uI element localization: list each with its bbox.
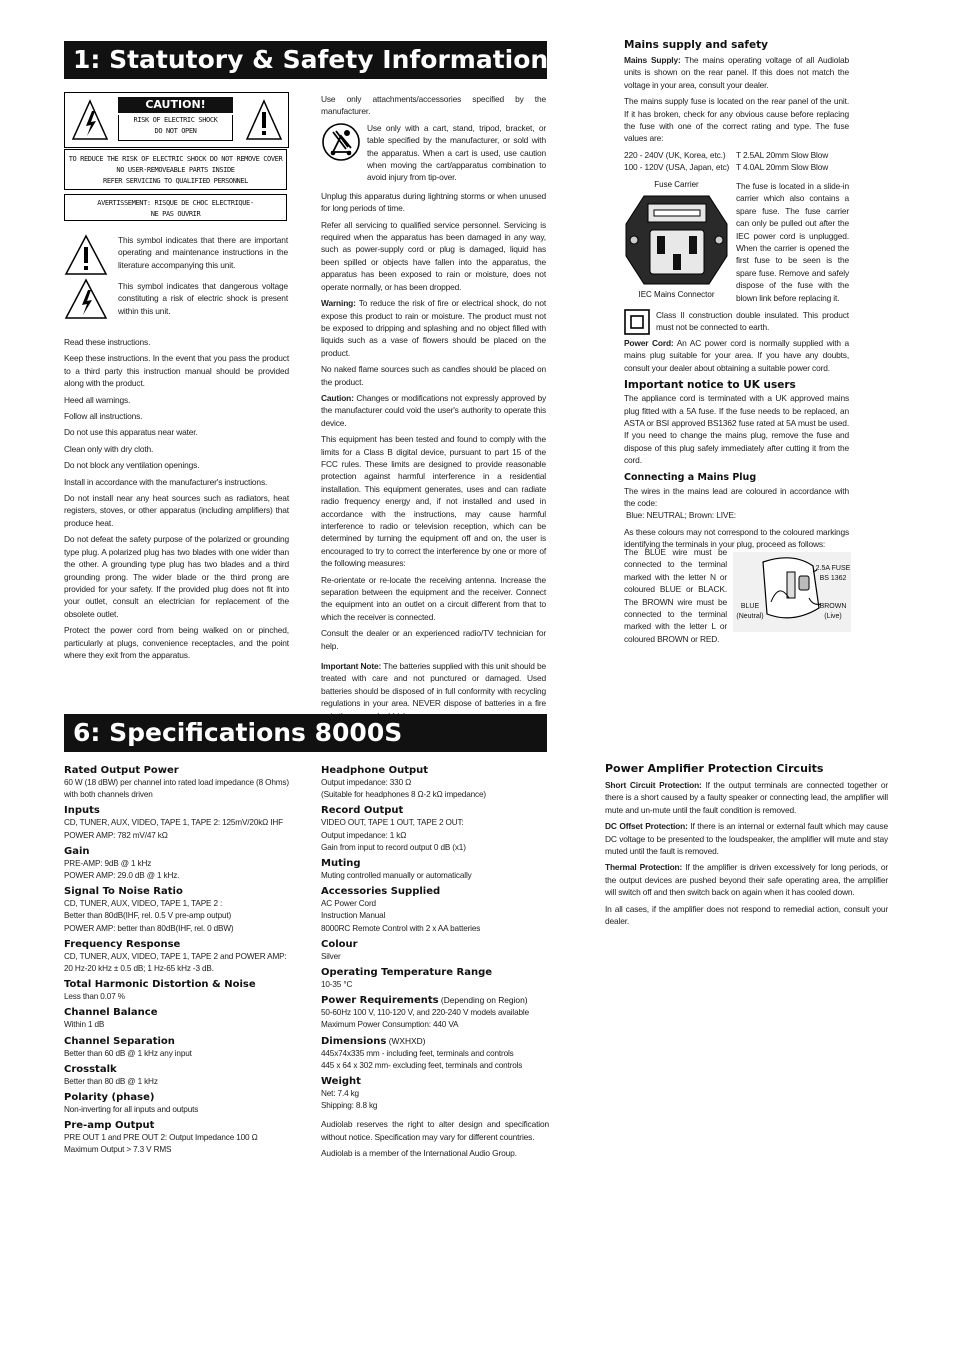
warning-line: REFER SERVICING TO QUALIFIED PERSONNEL [103,177,248,185]
instruction-item: Heed all warnings. [64,394,131,405]
spec-value: Instruction Manual [321,911,386,921]
instruction-item: Keep these instructions. In the event that you pass the product to a third party this instruction manual should be provided along with the product. [64,353,289,389]
warning-text: To reduce the risk of fire or electrical shock, do not expose this product to rain or moisture. The product must not be exposed to dripping and splashing and no object filled with liquids such as a vase of flowers should be placed on the product. [321,298,546,358]
instruction-item: Do not install near any heat sources such as radiators, heat registers, stoves, or other apparatus (including amplifiers) that produce heat. [64,493,289,528]
spec-membership: Audiolab is a member of the International Audio Group. [321,1148,517,1159]
spec-value: Better than 60 dB @ 1 kHz any input [64,1048,192,1058]
caution-label-box [64,92,289,148]
spec-value: Output impedance: 330 Ω [321,778,412,787]
warning-label: Warning: [321,298,356,309]
cart-text: Use only with a cart, stand, tripod, bracket, or table specified by the manufacturer, or sold with the apparatus. When a cart is used, use caution when moving the cart/apparatus combination to avoid injury from tip-over. [367,122,546,183]
instruction-item: Follow all instructions. [64,411,143,422]
warning-line: NO USER-REMOVEABLE PARTS INSIDE [116,166,235,174]
plug-title: Connecting a Mains Plug [624,471,757,483]
exclamation-triangle-icon [245,99,283,141]
plug-fuse-line: 2.5A FUSE [815,565,851,572]
spec-heading [321,1035,549,1048]
safety-middle-column [321,93,546,726]
spec-heading-text: Dimensions [321,1035,387,1047]
fuse-value: T 4.0AL 20mm Slow Blow [736,162,829,173]
spec-value: 20 Hz-20 kHz ± 0.5 dB; 1 Hz-65 kHz -3 dB. [64,964,214,974]
spec-value: (Suitable for headphones 8 Ω-2 kΩ impedance) [321,790,486,800]
plug-brown-line: (Live) [824,613,842,620]
spec-value: Better than 80dB(IHF, rel. 0.5 V pre-amp output) [64,911,232,921]
spec-value: VIDEO OUT, TAPE 1 OUT, TAPE 2 OUT: [321,818,464,828]
spec-value: Better than 80 dB @ 1 kHz [64,1076,158,1086]
power-cord-text: An AC power cord is normally supplied with a mains plug suitable for your area. If you have any doubts, consult your dealer about obtaining a suitable power cord. [624,338,850,373]
colours-text: As these colours may not correspond to the coloured markings identifying the terminals in your plug, proceed as follows: [624,526,849,550]
spec-heading-text: Power Requirements [321,995,439,1007]
blue-wire-description [624,546,727,649]
spec-heading: Gain [64,845,90,857]
spec-heading: Operating Temperature Range [321,967,493,979]
uk-text: The appliance cord is terminated with a UK approved mains plug fitted with a 5A fuse. If the fuse needs to be replaced, an ASTA or BSI approved BS1362 fuse rated at 5A must be used. If you need to change the mains plug, remove the fuse and dispose of this plug safely immediately after cutting it from the cord. [624,393,849,466]
protection-item [605,861,888,898]
caution-panel [64,92,289,223]
protection-item [605,779,888,816]
symbol-exclaim-text: This symbol indicates that there are important operating and maintenance instructions in the literature accompanying this unit. [118,235,288,270]
spec-value: CD, TUNER, AUX, VIDEO, TAPE 1, TAPE 2 : [64,899,223,909]
risk-line: RISK OF ELECTRIC SHOCK [133,116,218,124]
protection-label: DC Offset Protection: [605,821,688,832]
instruction-item: Clean only with dry cloth. [64,443,154,454]
plug-blue-line: (Neutral) [736,613,764,620]
spec-value: POWER AMP: 782 mV/47 kΩ [64,830,168,840]
protection-label: Short Circuit Protection: [605,780,702,790]
instruction-item: Install in accordance with the manufacturer's instructions. [64,476,268,487]
french-line: NE PAS OUVRIR [150,210,201,218]
protection-text: If the amplifier is driven excessively for long periods, or the output devices are pushed beyond their safe operating area, the amplifier will switch off and then switch back on again when it has cooled down. [605,862,888,898]
instructions-list [64,336,289,665]
warning-line: TO REDUCE THE RISK OF ELECTRIC SHOCK DO NOT REMOVE COVER [68,155,283,163]
specs-middle-column [321,761,549,1164]
mains-column-lower [624,309,849,555]
class2-text: Class II construction double insulated. This product must not be connected to earth. [656,310,849,333]
spec-value: PRE-AMP: 9dB @ 1 kHz [64,858,152,868]
uk-plug-diagram [733,552,851,632]
spec-heading-note: (WXHXD) [386,1035,426,1046]
spec-heading: Channel Balance [64,1007,158,1019]
important-note-paragraph [321,660,546,722]
instruction-item: Do not block any ventilation openings. [64,460,200,471]
spec-value: Net: 7.4 kg [321,1089,359,1099]
attachments-text: Use only attachments/accessories specified by the manufacturer. [321,94,546,117]
spec-value: AC Power Cord [321,899,376,909]
naked-flame-text: No naked flame sources such as candles should be placed on the product. [321,364,546,387]
fuse-carrier-label: Fuse Carrier [654,180,699,189]
protection-column [605,762,888,931]
spec-heading: Colour [321,938,358,950]
spec-value: 445x74x335 mm - including feet, terminals and controls [321,1048,514,1058]
servicing-text: Refer all servicing to qualified service personnel. Servicing is required when the apparatus has been damaged in any way, such as power-supply cord or plug is damaged, liquid has been spilled or objects have fallen into the apparatus, the apparatus has been exposed to rain or moisture, does not operate normally, or has been dropped. [321,219,546,292]
spec-disclaimer: Audiolab reserves the right to alter design and specification without notice. Specification may vary for different countries. [321,1119,549,1142]
mains-label: Mains Supply: [624,55,681,65]
spec-value: Within 1 dB [64,1020,105,1030]
french-line: AVERTISSEMENT: RISQUE DE CHOC ELECTRIQUE- [97,199,254,207]
specs-left-column [64,761,304,1157]
spec-heading: Frequency Response [64,938,181,950]
mains-text: The mains operating voltage of all Audiolab units is shown on the rear panel. If this does not match the voltage in your area, consult your dealer. [624,55,849,90]
wires-text: The wires in the mains lead are coloured in accordance with the code: [624,485,849,509]
note-label: Important Note: [321,661,382,672]
french-warning-box [64,194,287,221]
uk-title: Important notice to UK users [624,379,796,392]
spec-value: POWER AMP: 29.0 dB @ 1 kHz. [64,871,180,881]
protection-footer: In all cases, if the amplifier does not respond to remedial action, consult your dealer. [605,903,888,927]
consult-text: Consult the dealer or an experienced radio/TV technician for help. [321,628,546,651]
spec-heading: Weight [321,1076,361,1088]
section6-title: 6: Specifications 8000S [64,714,547,752]
plug-blue-line: BLUE [740,603,760,610]
spec-value: PRE OUT 1 and PRE OUT 2: Output Impedance 100 Ω [64,1133,258,1143]
risk-text [118,115,233,141]
instruction-item: Protect the power cord from being walked on or pinched, particularly at plugs, convenience receptacles, and the point where they exit from the apparatus. [64,625,289,660]
plug-fuse-line: BS 1362 [819,575,847,582]
risk-line: DO NOT OPEN [154,127,197,135]
wire-codes-text: Blue: NEUTRAL; Brown: LIVE: [626,510,736,521]
caution-label: Caution: [321,392,354,403]
instruction-item: Do not defeat the safety purpose of the polarized or grounding type plug. A polarized plug has two blades with one wider than the other. A grounding type plug has two blades and a third grounding prong. The wider blade or the third prong are provided for your safety. If the provided plug does not fit into your outlet, consult an electrician for replacement of the obsolete outlet. [64,534,289,619]
plug-brown-label [815,602,851,622]
iec-connector-icon [624,194,729,286]
spec-value: Silver [321,951,341,961]
spec-heading: Headphone Output [321,765,429,776]
cart-tipover-icon [321,122,361,162]
mains-title: Mains supply and safety [624,39,768,51]
fuse-description [736,180,849,308]
lightning-triangle-icon [71,99,109,141]
spec-heading: Channel Separation [64,1035,175,1047]
symbol-bolt-text: This symbol indicates that dangerous voltage constituting a risk of electric shock is present within this unit. [118,281,288,316]
spec-heading: Polarity (phase) [64,1092,155,1104]
spec-heading: Record Output [321,805,404,817]
mains-paragraph [624,54,849,91]
spec-heading: Inputs [64,805,100,817]
caution-text: Changes or modifications not expressly approved by the manufacturer could void the user's authority to operate this device. [321,392,546,428]
fuse-paragraph: The mains supply fuse is located on the rear panel of the unit. If it has broken, check for any obvious cause before replacing the fuse with one of the correct rating and type. The fuse values are: [624,96,849,144]
instruction-item: Do not use this apparatus near water. [64,427,198,438]
protection-item [605,820,888,857]
spec-value: Shipping: 8.8 kg [321,1101,378,1111]
spec-heading [321,994,549,1007]
class2-row [624,309,849,335]
warning-box [64,149,287,190]
spec-heading-note: (Depending on Region) [438,995,528,1006]
spec-value: Muting controlled manually or automatically [321,871,472,881]
protection-text: If there is an internal or external fault which may cause DC voltage to be presented to the loudspeaker, the amplifier will mute and stay muted until the fault is removed. [605,821,888,857]
double-insulated-icon [624,309,650,335]
spec-heading: Signal To Noise Ratio [64,886,183,898]
warning-paragraph [321,297,546,359]
spec-value: CD, TUNER, AUX, VIDEO, TAPE 1, TAPE 2 and POWER AMP: [64,951,287,961]
caution-heading: CAUTION! [118,97,233,113]
spec-value: 60 W (18 dBW) per channel into rated load impedance (8 Ohms) with both channels driven [64,778,289,800]
spec-heading: Muting [321,858,361,870]
spec-value: CD, TUNER, AUX, VIDEO, TAPE 1, TAPE 2: 125mV/20kΩ IHF [64,818,283,828]
spec-value: Maximum Power Consumption: 440 VA [321,1020,459,1030]
spec-heading: Total Harmonic Distortion & Noise [64,979,256,991]
mains-column [624,38,849,174]
fuse-region: 100 - 120V (USA, Japan, etc) [624,162,730,173]
caution-paragraph [321,392,546,429]
lightning-symbol-icon [64,278,108,320]
spec-heading: Accessories Supplied [321,886,441,898]
fuse-row [624,149,849,161]
note-text: The batteries supplied with this unit should be treated with care and not punctured or damaged. Used batteries should be disposed of in full conformity with recycling regulations in your area. NEVER dispose of batteries in a fire [321,661,546,709]
spec-value: Non-inverting for all inputs and outputs [64,1105,199,1115]
cart-warning [321,122,546,184]
plug-fuse-label [815,564,851,584]
instruction-item: Read these instructions. [64,337,151,347]
spec-value: 8000RC Remote Control with 2 x AA batteries [321,923,481,933]
spec-value: Maximum Output > 7.3 V RMS [64,1145,172,1155]
spec-heading: Pre-amp Output [64,1120,155,1132]
plug-blue-label [733,602,767,622]
spec-value: 50-60Hz 100 V, 110-120 V, and 220-240 V models available [321,1008,529,1018]
spec-value: Gain from input to record output 0 dB (x1) [321,842,466,852]
spec-value: Less than 0.07 % [64,992,125,1002]
protection-title: Power Amplifier Protection Circuits [605,762,824,775]
spec-value: Output impedance: 1 kΩ [321,830,407,840]
reorientate-text: Re-orientate or re-locate the receiving antenna. Increase the separation between the equipment and the receiver. Connect the equipment into an outlet on a circuit different from that to which the receiver is connected. [321,574,546,622]
unplug-text: Unplug this apparatus during lightning storms or when unused for long periods of time. [321,190,546,214]
fuse-description-text: The fuse is located in a slide-in carrier which also contains a spare fuse. The fuse carrier can only be pulled out after the IEC power cord is unplugged. When the carrier is opened the first fuse to be seen is the spare fuse. Remove and safely dispose of the fuse with the blown link before replacing it. [736,181,849,303]
iec-connector-label: IEC Mains Connector [638,290,715,299]
plug-brown-line: BROWN [819,603,847,610]
fuse-row [624,161,849,173]
section1-title: 1: Statutory & Safety Information [64,41,547,79]
protection-label: Thermal Protection: [605,862,683,873]
fcc-text: This equipment has been tested and found to comply with the limits for a Class B digital device, pursuant to part 15 of the FCC rules. These limits are designed to provide reasonable protection against harmful interference in a residential installation. This equipment generates, uses and can radiate radio frequency energy and, if not installed and used in accordance with the instructions, may cause harmful interference to radio or television reception, which can be determined by turning the equipment off and on, the user is encouraged to try to correct the interference by one or more of the following measures: [321,434,546,569]
spec-heading: Crosstalk [64,1063,117,1075]
power-cord-paragraph [624,337,849,374]
fuse-value: T 2.5AL 20mm Slow Blow [736,149,829,160]
spec-value: 445 x 64 x 302 mm- excluding feet, terminals and controls [321,1060,523,1070]
spec-value: 10-35 °C [321,980,353,990]
fuse-diagram [624,180,729,302]
blue-wire-text: The BLUE wire must be connected to the terminal marked with the letter N or coloured BLUE or BLACK. The BROWN wire must be connected to the terminal marked with the letter L or coloured BROWN or RED. [624,547,727,644]
protection-text: If the output terminals are connected together or there is a short caused by a faulty speaker or connecting lead, the amplifier will mute and un-mute until the fault condition is removed. [605,780,888,815]
power-cord-label: Power Cord: [624,338,674,348]
fuse-region: 220 - 240V (UK, Korea, etc.) [624,149,726,160]
spec-heading: Rated Output Power [64,765,179,776]
exclamation-symbol-icon [64,234,108,276]
spec-value: POWER AMP: better than 80dB(IHF, rel. 0 dBW) [64,923,234,933]
